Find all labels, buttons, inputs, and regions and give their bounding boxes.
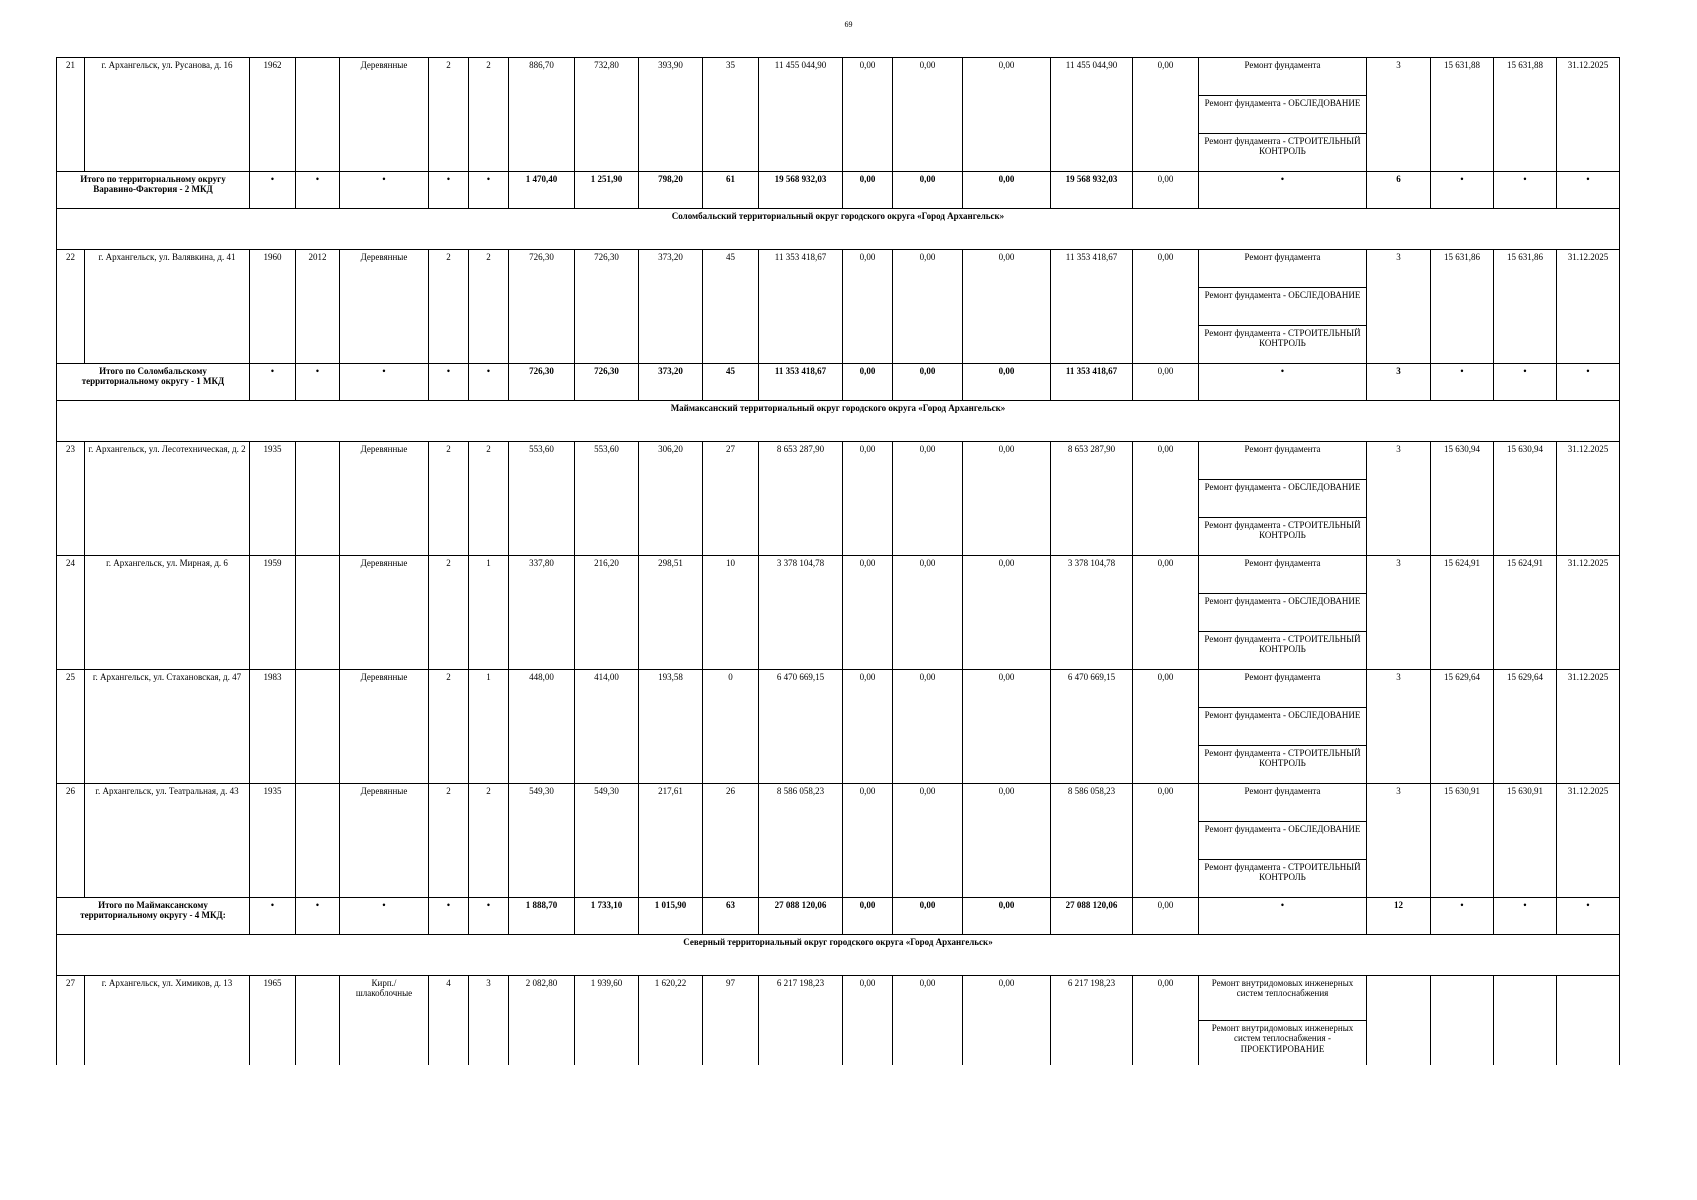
house-year: 1965 xyxy=(250,976,296,1066)
summary-label: Итого по Маймаксанскому территориальному округу - 4 МКД: xyxy=(57,898,250,935)
summary-dot: • xyxy=(1557,364,1620,401)
work-item: Ремонт фундамента - ОБСЛЕДОВАНИЕ xyxy=(1199,480,1367,518)
section-title: Маймаксанский территориальный округ городского округа «Город Архангельск» xyxy=(57,401,1620,442)
house-fund-owners: 8 586 058,23 xyxy=(1051,784,1133,898)
summary-work-count: 6 xyxy=(1367,172,1431,209)
house-row xyxy=(57,976,1620,1021)
work-count xyxy=(1367,976,1431,1066)
house-floors: 2 xyxy=(429,784,469,898)
summary-row xyxy=(57,364,1620,401)
house-fund-owners: 6 217 198,23 xyxy=(1051,976,1133,1066)
summary-dot: • xyxy=(469,172,509,209)
house-number: 21 xyxy=(57,58,85,172)
house-area-total: 2 082,80 xyxy=(509,976,575,1066)
house-fund-other: 0,00 xyxy=(1133,976,1199,1066)
house-fund-region: 0,00 xyxy=(893,442,963,556)
house-area-total: 886,70 xyxy=(509,58,575,172)
house-floors: 2 xyxy=(429,442,469,556)
summary-fund-local: 0,00 xyxy=(963,364,1051,401)
house-number: 24 xyxy=(57,556,85,670)
work-item: Ремонт фундамента - СТРОИТЕЛЬНЫЙ КОНТРОЛЬ xyxy=(1199,632,1367,670)
work-item: Ремонт фундамента xyxy=(1199,556,1367,594)
summary-row xyxy=(57,898,1620,935)
summary-cost-total: 19 568 932,03 xyxy=(759,172,843,209)
deadline xyxy=(1557,976,1620,1066)
repair-program-table xyxy=(56,57,1620,1065)
summary-residents: 45 xyxy=(703,364,759,401)
house-row xyxy=(57,442,1620,480)
house-walls: Деревянные xyxy=(340,670,429,784)
house-cost-total: 6 470 669,15 xyxy=(759,670,843,784)
house-fund-owners: 6 470 669,15 xyxy=(1051,670,1133,784)
house-floors: 2 xyxy=(429,670,469,784)
summary-dot: • xyxy=(1431,898,1494,935)
house-area-total: 448,00 xyxy=(509,670,575,784)
unit-cost: 15 624,91 xyxy=(1431,556,1494,670)
summary-dot: • xyxy=(296,172,340,209)
house-year: 1962 xyxy=(250,58,296,172)
house-area-total: 549,30 xyxy=(509,784,575,898)
summary-dot: • xyxy=(340,364,429,401)
summary-dot: • xyxy=(1494,898,1557,935)
summary-area-living: 1 251,90 xyxy=(575,172,639,209)
summary-area-residents: 798,20 xyxy=(639,172,703,209)
house-entrances: 3 xyxy=(469,976,509,1066)
house-fund-federal: 0,00 xyxy=(843,58,893,172)
work-item: Ремонт фундамента - ОБСЛЕДОВАНИЕ xyxy=(1199,822,1367,860)
table-body xyxy=(57,58,1620,1066)
unit-cost: 15 630,94 xyxy=(1431,442,1494,556)
house-fund-federal: 0,00 xyxy=(843,784,893,898)
house-number: 25 xyxy=(57,670,85,784)
house-floors: 2 xyxy=(429,58,469,172)
house-fund-other: 0,00 xyxy=(1133,556,1199,670)
section-header-row xyxy=(57,401,1620,442)
house-address: г. Архангельск, ул. Лесотехническая, д. 2 xyxy=(85,442,250,556)
max-cost: 15 631,88 xyxy=(1494,58,1557,172)
house-address: г. Архангельск, ул. Химиков, д. 13 xyxy=(85,976,250,1066)
work-count: 3 xyxy=(1367,442,1431,556)
house-residents: 27 xyxy=(703,442,759,556)
house-fund-other: 0,00 xyxy=(1133,250,1199,364)
house-floors: 4 xyxy=(429,976,469,1066)
unit-cost: 15 630,91 xyxy=(1431,784,1494,898)
house-area-living: 553,60 xyxy=(575,442,639,556)
house-cost-total: 11 455 044,90 xyxy=(759,58,843,172)
max-cost: 15 631,86 xyxy=(1494,250,1557,364)
house-fund-local: 0,00 xyxy=(963,976,1051,1066)
house-area-residents: 393,90 xyxy=(639,58,703,172)
summary-fund-region: 0,00 xyxy=(893,172,963,209)
house-area-living: 216,20 xyxy=(575,556,639,670)
deadline: 31.12.2025 xyxy=(1557,670,1620,784)
summary-fund-region: 0,00 xyxy=(893,364,963,401)
max-cost: 15 630,91 xyxy=(1494,784,1557,898)
work-count: 3 xyxy=(1367,784,1431,898)
summary-dot: • xyxy=(1494,172,1557,209)
summary-dot: • xyxy=(1431,172,1494,209)
house-row xyxy=(57,670,1620,708)
summary-dot: • xyxy=(469,364,509,401)
work-item: Ремонт фундамента - СТРОИТЕЛЬНЫЙ КОНТРОЛЬ xyxy=(1199,326,1367,364)
house-fund-other: 0,00 xyxy=(1133,784,1199,898)
summary-residents: 63 xyxy=(703,898,759,935)
house-cost-total: 8 586 058,23 xyxy=(759,784,843,898)
house-fund-owners: 11 353 418,67 xyxy=(1051,250,1133,364)
house-residents: 35 xyxy=(703,58,759,172)
house-year: 1983 xyxy=(250,670,296,784)
house-entrances: 1 xyxy=(469,556,509,670)
summary-area-total: 1 888,70 xyxy=(509,898,575,935)
house-entrances: 1 xyxy=(469,670,509,784)
house-cost-total: 11 353 418,67 xyxy=(759,250,843,364)
summary-fund-other: 0,00 xyxy=(1133,172,1199,209)
house-area-total: 726,30 xyxy=(509,250,575,364)
house-fund-region: 0,00 xyxy=(893,784,963,898)
house-area-living: 732,80 xyxy=(575,58,639,172)
house-area-total: 553,60 xyxy=(509,442,575,556)
house-fund-region: 0,00 xyxy=(893,556,963,670)
house-entrances: 2 xyxy=(469,442,509,556)
summary-fund-region: 0,00 xyxy=(893,898,963,935)
house-overhaul-year xyxy=(296,556,340,670)
house-number: 27 xyxy=(57,976,85,1066)
work-count: 3 xyxy=(1367,250,1431,364)
summary-area-living: 726,30 xyxy=(575,364,639,401)
house-area-residents: 193,58 xyxy=(639,670,703,784)
house-number: 26 xyxy=(57,784,85,898)
summary-area-residents: 373,20 xyxy=(639,364,703,401)
house-area-residents: 306,20 xyxy=(639,442,703,556)
house-overhaul-year: 2012 xyxy=(296,250,340,364)
summary-row xyxy=(57,172,1620,209)
summary-label: Итого по территориальному округу Варавино-Фактория - 2 МКД xyxy=(57,172,250,209)
house-number: 23 xyxy=(57,442,85,556)
summary-cost-total: 27 088 120,06 xyxy=(759,898,843,935)
house-area-residents: 1 620,22 xyxy=(639,976,703,1066)
summary-fund-owners: 11 353 418,67 xyxy=(1051,364,1133,401)
work-item: Ремонт фундамента - ОБСЛЕДОВАНИЕ xyxy=(1199,708,1367,746)
house-floors: 2 xyxy=(429,556,469,670)
summary-area-total: 1 470,40 xyxy=(509,172,575,209)
house-number: 22 xyxy=(57,250,85,364)
house-row xyxy=(57,784,1620,822)
house-row xyxy=(57,556,1620,594)
house-fund-other: 0,00 xyxy=(1133,58,1199,172)
summary-work-count: 12 xyxy=(1367,898,1431,935)
max-cost: 15 624,91 xyxy=(1494,556,1557,670)
summary-dot: • xyxy=(429,364,469,401)
unit-cost xyxy=(1431,976,1494,1066)
house-cost-total: 3 378 104,78 xyxy=(759,556,843,670)
house-walls: Деревянные xyxy=(340,442,429,556)
work-item: Ремонт фундамента xyxy=(1199,442,1367,480)
work-item: Ремонт фундамента - ОБСЛЕДОВАНИЕ xyxy=(1199,288,1367,326)
summary-dot: • xyxy=(429,898,469,935)
work-count: 3 xyxy=(1367,670,1431,784)
house-year: 1935 xyxy=(250,784,296,898)
house-overhaul-year xyxy=(296,784,340,898)
house-fund-local: 0,00 xyxy=(963,556,1051,670)
house-row xyxy=(57,58,1620,96)
house-area-living: 726,30 xyxy=(575,250,639,364)
house-overhaul-year xyxy=(296,976,340,1066)
house-address: г. Архангельск, ул. Валявкина, д. 41 xyxy=(85,250,250,364)
max-cost: 15 630,94 xyxy=(1494,442,1557,556)
house-row xyxy=(57,250,1620,288)
unit-cost: 15 629,64 xyxy=(1431,670,1494,784)
summary-label: Итого по Соломбальскому территориальному округу - 1 МКД xyxy=(57,364,250,401)
work-item: Ремонт внутридомовых инженерных систем теплоснабжения - ПРОЕКТИРОВАНИЕ xyxy=(1199,1021,1367,1066)
summary-dot: • xyxy=(1557,898,1620,935)
page-number: 69 xyxy=(844,20,853,29)
house-year: 1959 xyxy=(250,556,296,670)
summary-cost-total: 11 353 418,67 xyxy=(759,364,843,401)
summary-fund-owners: 27 088 120,06 xyxy=(1051,898,1133,935)
max-cost xyxy=(1494,976,1557,1066)
summary-dot: • xyxy=(1199,364,1367,401)
summary-fund-local: 0,00 xyxy=(963,172,1051,209)
house-walls: Деревянные xyxy=(340,58,429,172)
work-item: Ремонт фундамента - СТРОИТЕЛЬНЫЙ КОНТРОЛЬ xyxy=(1199,134,1367,172)
house-year: 1960 xyxy=(250,250,296,364)
summary-area-total: 726,30 xyxy=(509,364,575,401)
section-title: Соломбальский территориальный округ городского округа «Город Архангельск» xyxy=(57,209,1620,250)
house-cost-total: 8 653 287,90 xyxy=(759,442,843,556)
house-overhaul-year xyxy=(296,670,340,784)
house-address: г. Архангельск, ул. Театральная, д. 43 xyxy=(85,784,250,898)
house-area-living: 1 939,60 xyxy=(575,976,639,1066)
summary-fund-federal: 0,00 xyxy=(843,364,893,401)
summary-dot: • xyxy=(250,898,296,935)
house-area-living: 414,00 xyxy=(575,670,639,784)
house-area-total: 337,80 xyxy=(509,556,575,670)
house-area-residents: 217,61 xyxy=(639,784,703,898)
work-item: Ремонт фундамента - СТРОИТЕЛЬНЫЙ КОНТРОЛЬ xyxy=(1199,746,1367,784)
work-item: Ремонт фундамента - ОБСЛЕДОВАНИЕ xyxy=(1199,594,1367,632)
house-fund-region: 0,00 xyxy=(893,250,963,364)
section-header-row xyxy=(57,935,1620,976)
house-entrances: 2 xyxy=(469,58,509,172)
house-area-residents: 373,20 xyxy=(639,250,703,364)
max-cost: 15 629,64 xyxy=(1494,670,1557,784)
house-cost-total: 6 217 198,23 xyxy=(759,976,843,1066)
summary-fund-other: 0,00 xyxy=(1133,898,1199,935)
summary-dot: • xyxy=(429,172,469,209)
work-item: Ремонт фундамента - СТРОИТЕЛЬНЫЙ КОНТРОЛЬ xyxy=(1199,860,1367,898)
house-overhaul-year xyxy=(296,442,340,556)
house-walls: Деревянные xyxy=(340,556,429,670)
house-entrances: 2 xyxy=(469,784,509,898)
summary-fund-owners: 19 568 932,03 xyxy=(1051,172,1133,209)
house-fund-federal: 0,00 xyxy=(843,250,893,364)
house-fund-federal: 0,00 xyxy=(843,976,893,1066)
house-fund-other: 0,00 xyxy=(1133,442,1199,556)
house-fund-local: 0,00 xyxy=(963,784,1051,898)
summary-dot: • xyxy=(1199,172,1367,209)
house-residents: 26 xyxy=(703,784,759,898)
deadline: 31.12.2025 xyxy=(1557,250,1620,364)
summary-fund-local: 0,00 xyxy=(963,898,1051,935)
section-header-row xyxy=(57,209,1620,250)
work-item: Ремонт фундамента xyxy=(1199,670,1367,708)
deadline: 31.12.2025 xyxy=(1557,784,1620,898)
house-walls: Деревянные xyxy=(340,784,429,898)
deadline: 31.12.2025 xyxy=(1557,442,1620,556)
house-residents: 10 xyxy=(703,556,759,670)
house-year: 1935 xyxy=(250,442,296,556)
house-address: г. Архангельск, ул. Стахановская, д. 47 xyxy=(85,670,250,784)
summary-dot: • xyxy=(469,898,509,935)
deadline: 31.12.2025 xyxy=(1557,58,1620,172)
house-fund-federal: 0,00 xyxy=(843,670,893,784)
section-title: Северный территориальный округ городского округа «Город Архангельск» xyxy=(57,935,1620,976)
summary-dot: • xyxy=(1199,898,1367,935)
house-overhaul-year xyxy=(296,58,340,172)
house-fund-local: 0,00 xyxy=(963,442,1051,556)
house-fund-owners: 11 455 044,90 xyxy=(1051,58,1133,172)
summary-dot: • xyxy=(1431,364,1494,401)
work-item: Ремонт фундамента - СТРОИТЕЛЬНЫЙ КОНТРОЛЬ xyxy=(1199,518,1367,556)
house-fund-owners: 3 378 104,78 xyxy=(1051,556,1133,670)
summary-dot: • xyxy=(340,172,429,209)
summary-dot: • xyxy=(250,172,296,209)
house-fund-other: 0,00 xyxy=(1133,670,1199,784)
deadline: 31.12.2025 xyxy=(1557,556,1620,670)
house-walls: Кирп./ шлакоблочные xyxy=(340,976,429,1066)
house-fund-federal: 0,00 xyxy=(843,442,893,556)
house-residents: 45 xyxy=(703,250,759,364)
summary-work-count: 3 xyxy=(1367,364,1431,401)
house-address: г. Архангельск, ул. Мирная, д. 6 xyxy=(85,556,250,670)
work-item: Ремонт фундамента xyxy=(1199,250,1367,288)
house-area-residents: 298,51 xyxy=(639,556,703,670)
summary-dot: • xyxy=(296,898,340,935)
summary-dot: • xyxy=(1494,364,1557,401)
summary-fund-federal: 0,00 xyxy=(843,898,893,935)
summary-residents: 61 xyxy=(703,172,759,209)
unit-cost: 15 631,86 xyxy=(1431,250,1494,364)
work-item: Ремонт фундамента - ОБСЛЕДОВАНИЕ xyxy=(1199,96,1367,134)
house-address: г. Архангельск, ул. Русанова, д. 16 xyxy=(85,58,250,172)
house-fund-region: 0,00 xyxy=(893,976,963,1066)
house-fund-region: 0,00 xyxy=(893,58,963,172)
house-fund-owners: 8 653 287,90 xyxy=(1051,442,1133,556)
work-item: Ремонт фундамента xyxy=(1199,58,1367,96)
summary-fund-federal: 0,00 xyxy=(843,172,893,209)
work-item: Ремонт внутридомовых инженерных систем теплоснабжения xyxy=(1199,976,1367,1021)
summary-dot: • xyxy=(1557,172,1620,209)
work-item: Ремонт фундамента xyxy=(1199,784,1367,822)
unit-cost: 15 631,88 xyxy=(1431,58,1494,172)
house-walls: Деревянные xyxy=(340,250,429,364)
summary-fund-other: 0,00 xyxy=(1133,364,1199,401)
summary-area-residents: 1 015,90 xyxy=(639,898,703,935)
house-residents: 0 xyxy=(703,670,759,784)
house-floors: 2 xyxy=(429,250,469,364)
house-area-living: 549,30 xyxy=(575,784,639,898)
house-fund-region: 0,00 xyxy=(893,670,963,784)
summary-dot: • xyxy=(340,898,429,935)
summary-area-living: 1 733,10 xyxy=(575,898,639,935)
house-fund-local: 0,00 xyxy=(963,250,1051,364)
summary-dot: • xyxy=(250,364,296,401)
summary-dot: • xyxy=(296,364,340,401)
house-residents: 97 xyxy=(703,976,759,1066)
house-fund-federal: 0,00 xyxy=(843,556,893,670)
house-entrances: 2 xyxy=(469,250,509,364)
work-count: 3 xyxy=(1367,556,1431,670)
house-fund-local: 0,00 xyxy=(963,670,1051,784)
work-count: 3 xyxy=(1367,58,1431,172)
house-fund-local: 0,00 xyxy=(963,58,1051,172)
